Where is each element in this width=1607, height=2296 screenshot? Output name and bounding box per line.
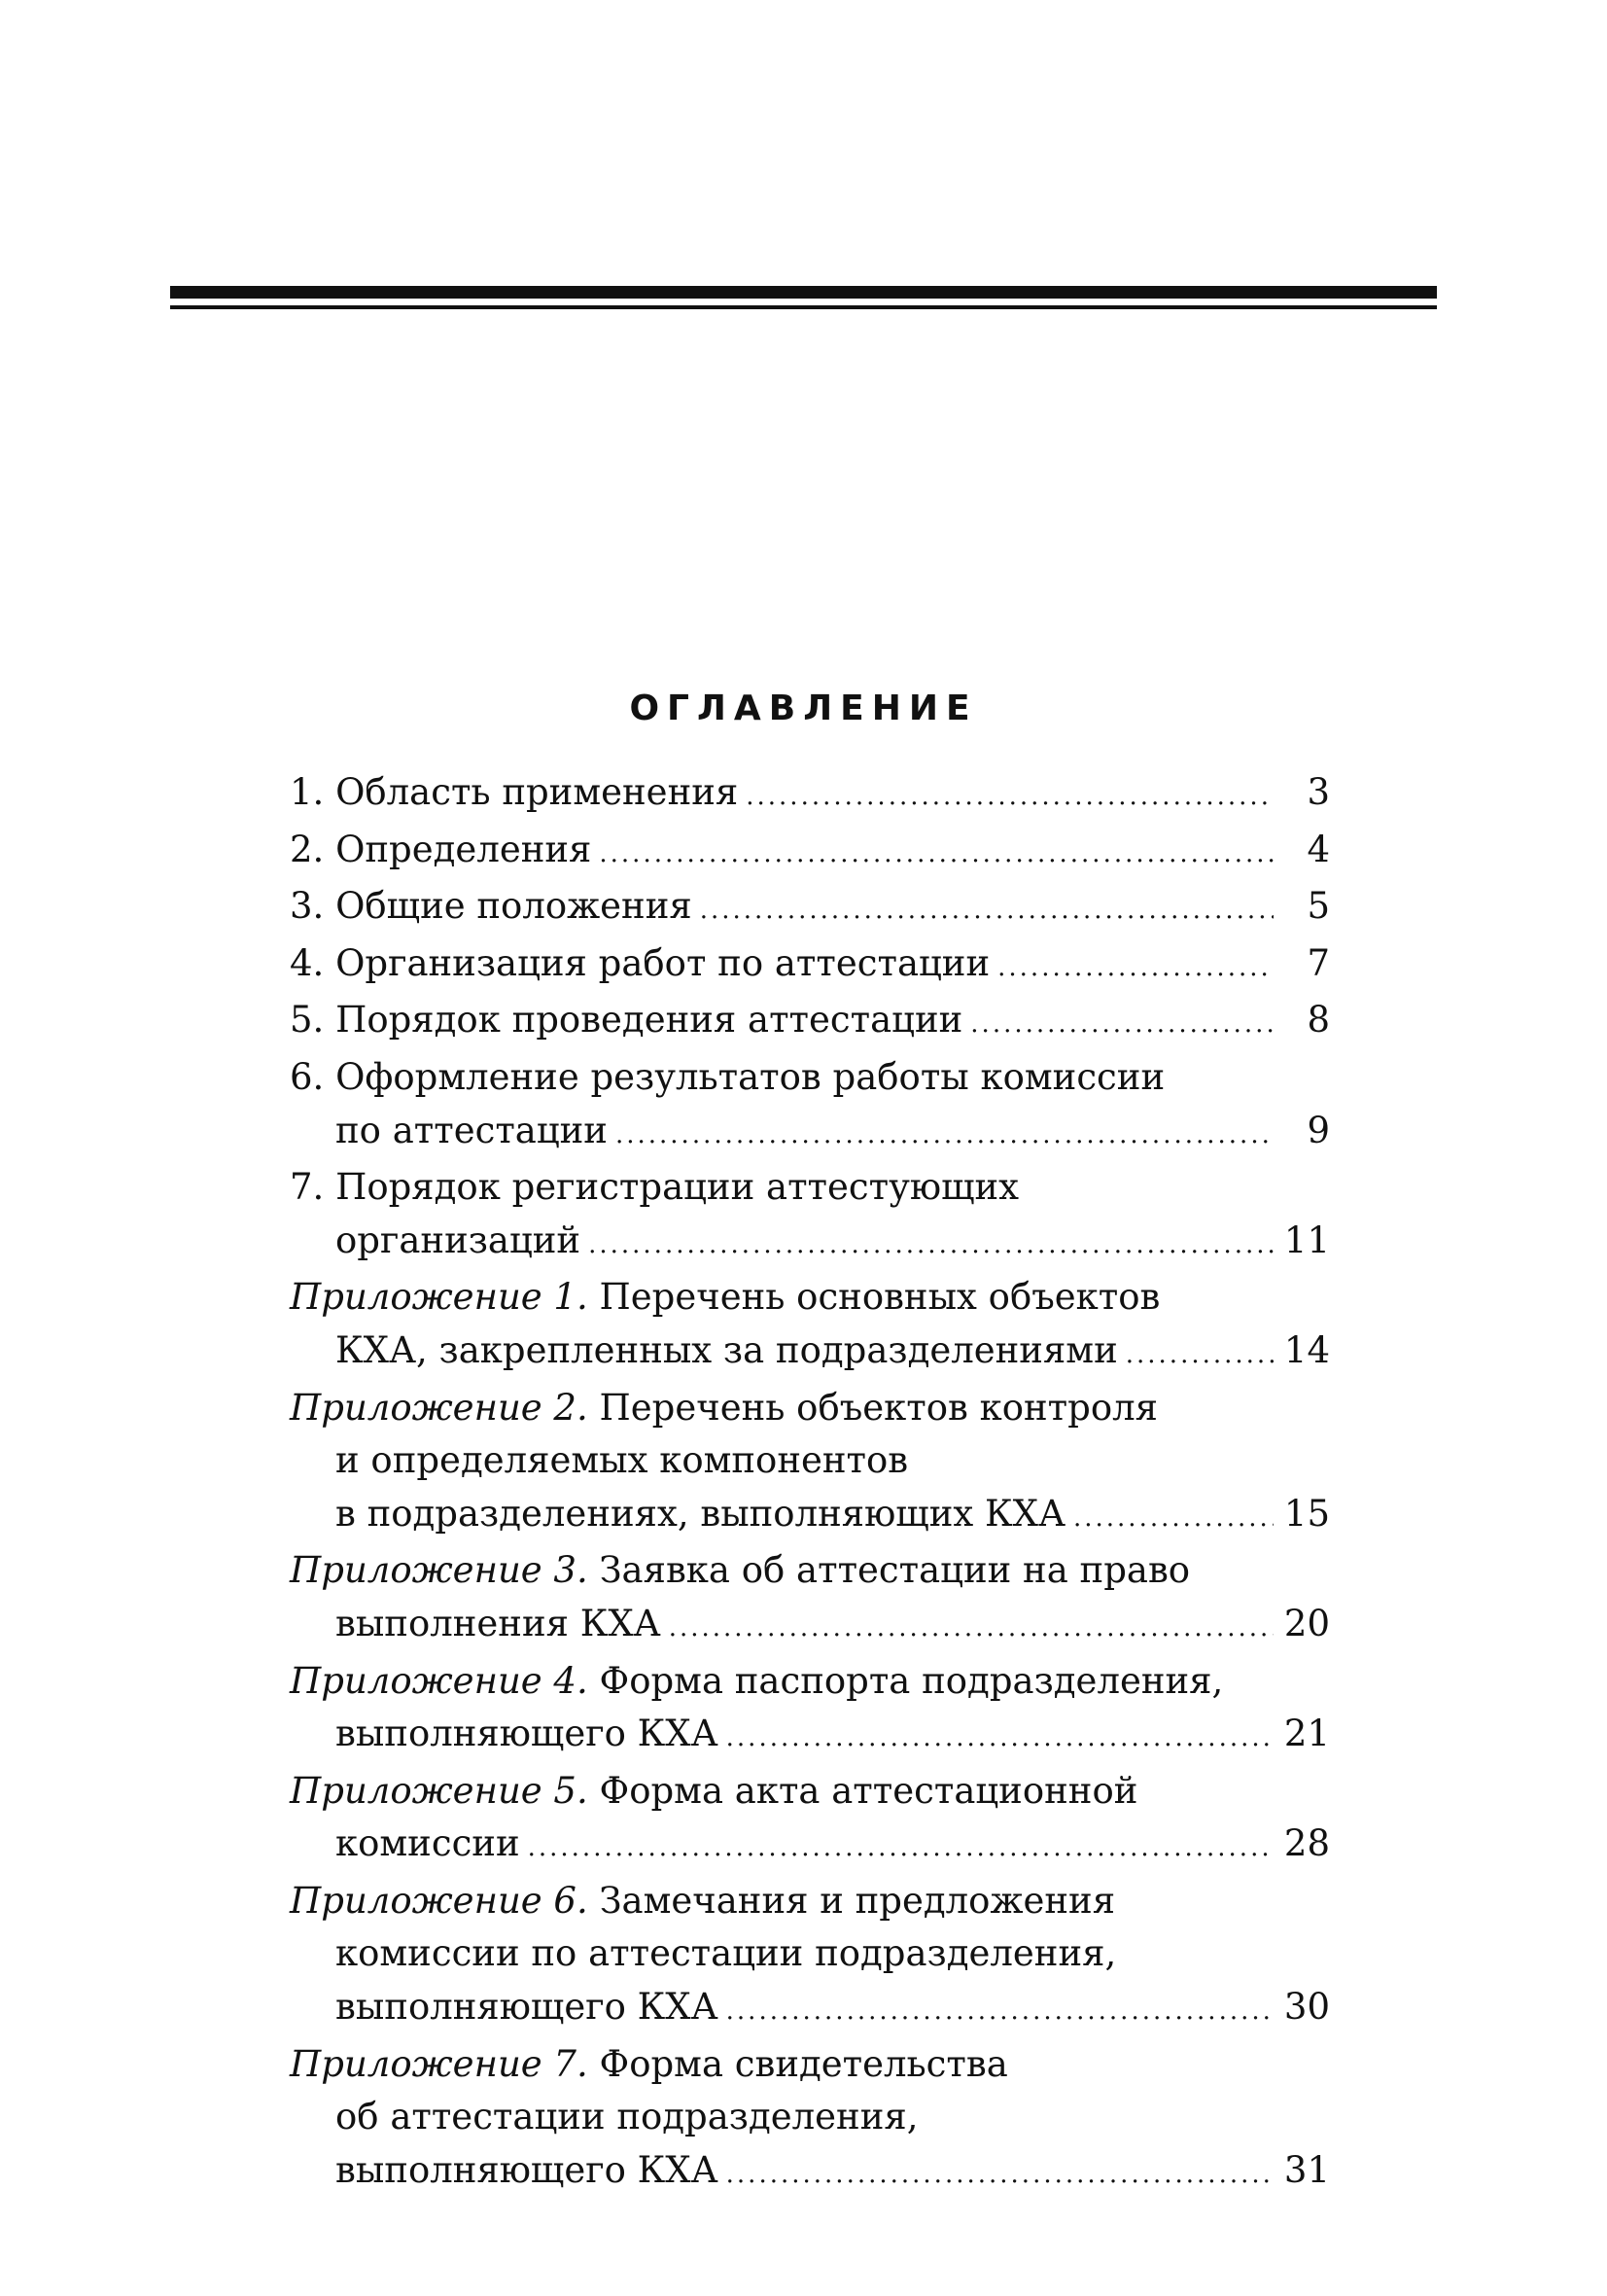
toc-entry-title: 6. Оформление результатов работы комиссии [290, 1055, 1166, 1098]
top-rule-thin [170, 305, 1437, 309]
toc-entry[interactable] [290, 1544, 1330, 1654]
dot-leader [726, 1985, 1274, 2038]
toc-entry-title: КХА, закрепленных за подразделениями [335, 1328, 1118, 1371]
toc-page-number: 20 [1283, 1602, 1330, 1644]
toc-page-number: 14 [1283, 1328, 1330, 1371]
toc-entry-title: комиссии по аттестации подразделения, [335, 1932, 1117, 1975]
dot-leader [588, 1219, 1274, 1272]
dot-leader [615, 1109, 1274, 1162]
toc-page-number: 15 [1283, 1492, 1330, 1535]
toc-page-number: 4 [1307, 828, 1330, 870]
appendix-label: Приложение 2. [290, 1386, 588, 1429]
toc-page-number: 31 [1283, 2148, 1330, 2191]
toc-entry[interactable] [290, 766, 1330, 824]
toc-page-number: 21 [1283, 1713, 1330, 1755]
toc-entry-title: Перечень основных объектов [587, 1276, 1161, 1319]
toc-entry-line [290, 2144, 1330, 2202]
appendix-label: Приложение 4. [290, 1659, 588, 1702]
appendix-label: Приложение 6. [290, 1879, 588, 1922]
dot-leader [528, 1821, 1274, 1875]
toc-entry-title: Перечень объектов контроля [587, 1386, 1158, 1429]
toc-entry[interactable] [290, 2038, 1330, 2202]
toc-entry-line [290, 1434, 1330, 1488]
toc-entry-line [290, 2038, 1330, 2092]
appendix-label: Приложение 5. [290, 1769, 588, 1812]
toc-entry-title: в подразделениях, выполняющих КХА [335, 1492, 1066, 1535]
toc-entry-line [290, 1818, 1330, 1875]
dot-leader [997, 941, 1274, 995]
toc-entry-title: Замечания и предложения [587, 1879, 1116, 1922]
toc-entry-line [290, 1325, 1330, 1382]
toc-entry-line [290, 937, 1330, 995]
top-rule-thick [170, 286, 1437, 299]
toc-entry-title: выполняющего КХА [335, 2148, 718, 2191]
toc-entry-title: Форма паспорта подразделения, [587, 1659, 1224, 1702]
dot-leader [669, 1602, 1274, 1655]
toc-entry-title: и определяемых компонентов [335, 1439, 909, 1482]
toc-entry[interactable] [290, 1051, 1330, 1161]
dot-leader [700, 884, 1274, 937]
toc-entry-title: выполнения КХА [335, 1602, 661, 1644]
dot-leader [746, 770, 1274, 824]
toc-entry-line [290, 824, 1330, 881]
dot-leader [599, 828, 1274, 881]
dot-leader [970, 998, 1274, 1051]
toc-entry-line [290, 1382, 1330, 1435]
toc-entry-title: Заявка об аттестации на право [587, 1549, 1191, 1592]
toc-entry-title: организаций [335, 1219, 581, 1261]
toc-entry[interactable] [290, 1655, 1330, 1765]
toc-entry[interactable] [290, 937, 1330, 995]
appendix-label: Приложение 3. [290, 1549, 588, 1592]
toc-entry-title: 4. Организация работ по аттестации [290, 941, 991, 984]
toc-entry-line [290, 2091, 1330, 2144]
toc-entry[interactable] [290, 994, 1330, 1051]
toc-page-number: 7 [1307, 941, 1330, 984]
toc-heading: ОГЛАВЛЕНИЕ [629, 689, 978, 728]
toc-entry-line [290, 1875, 1330, 1928]
toc-entry-title: комиссии [335, 1822, 520, 1865]
toc-entry-title: Форма акта аттестационной [587, 1769, 1138, 1812]
toc-entry-title: об аттестации подразделения, [335, 2096, 919, 2138]
toc-entry[interactable] [290, 880, 1330, 937]
toc-entry[interactable] [290, 1271, 1330, 1381]
table-of-contents [290, 766, 1330, 2201]
toc-entry-line [290, 1981, 1330, 2038]
toc-entry-title: 2. Определения [290, 828, 592, 870]
toc-entry-title: по аттестации [335, 1109, 608, 1151]
toc-entry-line [290, 1105, 1330, 1162]
toc-entry-line [290, 1271, 1330, 1325]
toc-page-number: 5 [1307, 885, 1330, 928]
toc-entry-line [290, 1161, 1330, 1215]
toc-entry-title: выполняющего КХА [335, 1713, 718, 1755]
toc-entry[interactable] [290, 1875, 1330, 2038]
toc-entry-line [290, 1488, 1330, 1545]
toc-page-number: 30 [1283, 1986, 1330, 2029]
toc-entry-title: 5. Порядок проведения аттестации [290, 999, 963, 1042]
toc-entry-title: выполняющего КХА [335, 1986, 718, 2029]
toc-entry-line [290, 880, 1330, 937]
toc-entry-line [290, 1765, 1330, 1819]
toc-entry-title: 3. Общие положения [290, 885, 692, 928]
toc-page-number: 28 [1283, 1822, 1330, 1865]
toc-entry-title: 7. Порядок регистрации аттестующих [290, 1166, 1020, 1209]
toc-entry-line [290, 1598, 1330, 1655]
dot-leader [1073, 1492, 1274, 1545]
toc-page-number: 9 [1307, 1109, 1330, 1151]
toc-entry-line [290, 1708, 1330, 1765]
toc-page-number: 3 [1307, 771, 1330, 813]
toc-entry[interactable] [290, 1765, 1330, 1875]
toc-entry-line [290, 1544, 1330, 1598]
toc-entry-line [290, 1051, 1330, 1105]
toc-entry-line [290, 994, 1330, 1051]
toc-entry-line [290, 1215, 1330, 1272]
toc-entry[interactable] [290, 824, 1330, 881]
toc-page-number: 8 [1307, 999, 1330, 1042]
toc-entry-line [290, 766, 1330, 824]
toc-entry[interactable] [290, 1161, 1330, 1271]
toc-entry-title: 1. Область применения [290, 771, 739, 813]
toc-page-number: 11 [1283, 1219, 1330, 1261]
toc-entry[interactable] [290, 1382, 1330, 1545]
dot-leader [1126, 1328, 1274, 1382]
toc-entry-line [290, 1655, 1330, 1709]
appendix-label: Приложение 7. [290, 2042, 588, 2085]
toc-entry-title: Форма свидетельства [587, 2042, 1008, 2085]
appendix-label: Приложение 1. [290, 1276, 588, 1319]
dot-leader [726, 2148, 1274, 2202]
toc-entry-line [290, 1927, 1330, 1981]
dot-leader [726, 1712, 1274, 1765]
